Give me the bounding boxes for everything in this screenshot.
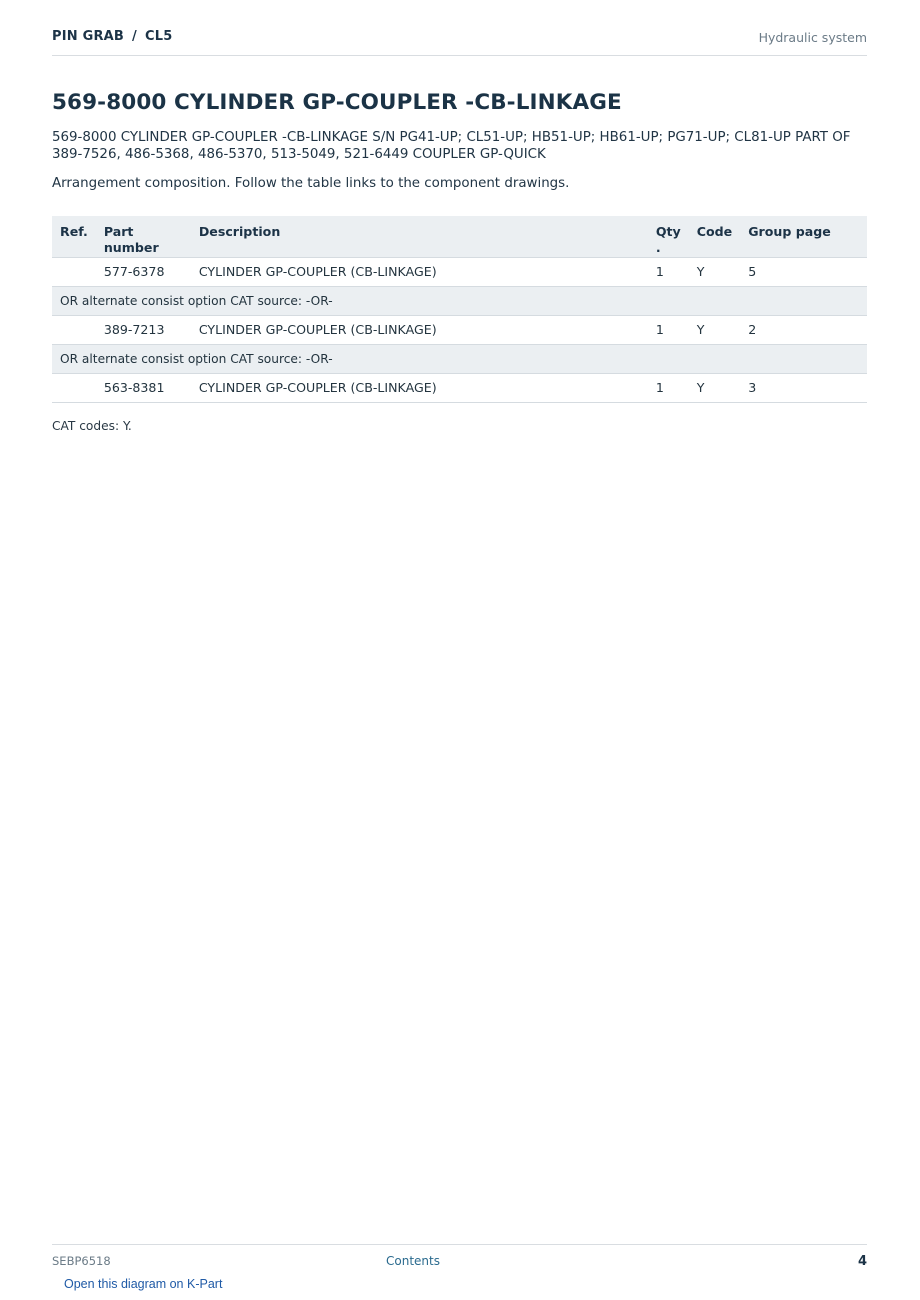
cell-code: Y: [689, 373, 740, 402]
group-page-link[interactable]: 2: [740, 315, 867, 344]
col-header-part-number: Part number: [96, 216, 191, 257]
cell-description: CYLINDER GP-COUPLER (CB-LINKAGE): [191, 373, 648, 402]
table-header-row: [52, 216, 867, 257]
alternate-option-note: OR alternate consist option CAT source: -OR-: [52, 344, 867, 373]
cell-qty: 1: [648, 257, 689, 286]
alternate-option-note: OR alternate consist option CAT source: -OR-: [52, 286, 867, 315]
section-name: Hydraulic system: [758, 30, 867, 45]
col-header-group-page: Group page: [740, 216, 867, 257]
breadcrumb-variant: CL5: [144, 29, 173, 44]
col-header-ref: Ref.: [52, 216, 96, 257]
cell-code: Y: [689, 315, 740, 344]
cell-description: CYLINDER GP-COUPLER (CB-LINKAGE): [191, 257, 648, 286]
document-id: SEBP6518: [52, 1254, 111, 1268]
page-footer: [52, 1244, 867, 1269]
intro-text: Arrangement composition. Follow the table links to the component drawings.: [52, 176, 570, 191]
cell-ref: [52, 373, 96, 402]
cat-codes-note: CAT codes: Y.: [52, 419, 132, 433]
table-row: [52, 257, 867, 286]
page-title: 569-8000 CYLINDER GP-COUPLER -CB-LINKAGE: [52, 90, 622, 115]
part-number-link[interactable]: 577-6378: [96, 257, 191, 286]
col-header-qty-label: Qty .: [655, 224, 681, 255]
cell-qty: 1: [648, 315, 689, 344]
alternate-option-row: [52, 286, 867, 315]
page-header: [52, 28, 867, 56]
document-page: [52, 0, 867, 1300]
breadcrumb: [52, 29, 172, 44]
col-header-code: Code: [689, 216, 740, 257]
breadcrumb-separator: /: [132, 29, 137, 44]
parts-table: [52, 216, 867, 403]
kpart-link[interactable]: Open this diagram on K-Part: [64, 1277, 223, 1291]
alternate-option-row: [52, 344, 867, 373]
table-row: [52, 373, 867, 402]
table-row: [52, 315, 867, 344]
serial-applicability: 569-8000 CYLINDER GP-COUPLER -CB-LINKAGE S/N PG41-UP; CL51-UP; HB51-UP; HB61-UP; PG71-UP; CL81-UP PART OF 389-7526, 486-5368, 486-5370, 513-5049, 521-6449 COUPLER GP-QUICK: [52, 130, 851, 162]
cell-ref: [52, 315, 96, 344]
col-header-description: Description: [191, 216, 648, 257]
contents-link[interactable]: Contents: [386, 1254, 440, 1268]
cell-description: CYLINDER GP-COUPLER (CB-LINKAGE): [191, 315, 648, 344]
page-number: 4: [857, 1254, 867, 1269]
col-header-qty: [648, 216, 689, 257]
cell-code: Y: [689, 257, 740, 286]
part-number-link[interactable]: 563-8381: [96, 373, 191, 402]
group-page-link[interactable]: 3: [740, 373, 867, 402]
cell-qty: 1: [648, 373, 689, 402]
part-number-link[interactable]: 389-7213: [96, 315, 191, 344]
cell-ref: [52, 257, 96, 286]
breadcrumb-model: PIN GRAB: [52, 29, 125, 44]
group-page-link[interactable]: 5: [740, 257, 867, 286]
